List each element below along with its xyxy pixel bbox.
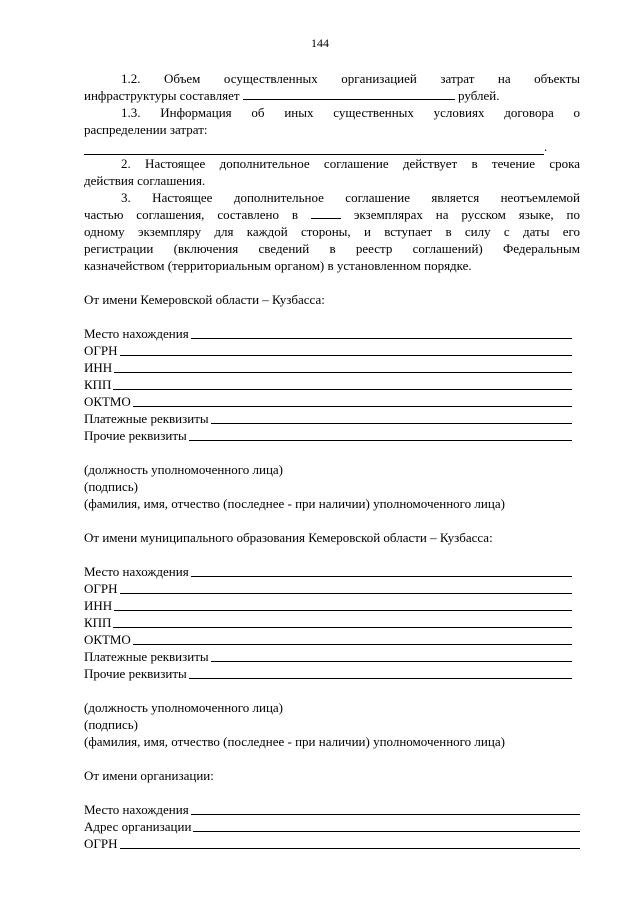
clause-1-2-line2 <box>84 87 580 104</box>
clause-3-line5: казначейством (территориальным органом) в установленном порядке. <box>84 258 472 273</box>
section-title-region: От имени Кемеровской области – Кузбасса: <box>84 292 325 307</box>
field-other-details[interactable]: Прочие реквизиты <box>84 665 572 682</box>
field-other-details[interactable]: Прочие реквизиты <box>84 427 572 444</box>
clause-1-3-line2: распределении затрат: <box>84 122 208 137</box>
field-organization-address[interactable]: Адрес организации <box>84 818 580 835</box>
field-kpp[interactable]: КПП <box>84 376 572 393</box>
field-kpp[interactable]: КПП <box>84 614 572 631</box>
page-number: 144 <box>311 36 329 50</box>
clause-1-2-prefix: инфраструктуры составляет <box>84 88 240 103</box>
municipality-signature-block <box>84 699 580 750</box>
field-ogrn[interactable]: ОГРН <box>84 580 572 597</box>
signature-fullname: (фамилия, имя, отчество (последнее - при наличии) уполномоченного лица) <box>84 496 505 511</box>
field-ogrn[interactable]: ОГРН <box>84 342 572 359</box>
clause-3-line1: 3. Настоящее дополнительное соглашение является неотъемлемой <box>121 190 580 205</box>
region-requisites <box>84 325 580 444</box>
municipality-requisites <box>84 563 580 682</box>
clause-2-line2: действия соглашения. <box>84 173 206 188</box>
document-body <box>84 70 580 852</box>
other-conditions-blank[interactable] <box>84 145 544 155</box>
field-oktmo[interactable]: ОКТМО <box>84 393 572 410</box>
signature-position: (должность уполномоченного лица) <box>84 462 284 477</box>
clause-1-3-blank-row <box>84 138 580 155</box>
clause-3-line3: одному экземпляру для каждой стороны, и вступает в силу с даты его <box>84 224 580 239</box>
organization-requisites <box>84 801 580 852</box>
clause-1-3-dot: . <box>544 139 548 154</box>
field-oktmo[interactable]: ОКТМО <box>84 631 572 648</box>
field-location[interactable]: Место нахождения <box>84 325 572 342</box>
clause-3-line2 <box>84 206 580 223</box>
field-location[interactable]: Место нахождения <box>84 563 572 580</box>
clause-3-line2b: экземплярах на русском языке, по <box>353 207 581 222</box>
clause-2-line1: 2. Настоящее дополнительное соглашение действует в течение срока <box>121 156 580 171</box>
region-signature-block <box>84 461 580 512</box>
field-location[interactable]: Место нахождения <box>84 801 580 818</box>
signature-sign: (подпись) <box>84 717 138 732</box>
field-inn[interactable]: ИНН <box>84 359 572 376</box>
field-payment-details[interactable]: Платежные реквизиты <box>84 648 572 665</box>
clause-3-line4: регистрации (включения сведений в реестр соглашений) Федеральным <box>84 241 580 256</box>
clause-3-line2a: частью соглашения, составлено в <box>84 207 299 222</box>
cost-amount-blank[interactable] <box>243 87 455 100</box>
signature-sign: (подпись) <box>84 479 138 494</box>
field-ogrn[interactable]: ОГРН <box>84 835 580 852</box>
clause-1-3-line1: 1.3. Информация об иных существенных условиях договора о <box>121 105 580 120</box>
field-payment-details[interactable]: Платежные реквизиты <box>84 410 572 427</box>
signature-position: (должность уполномоченного лица) <box>84 700 284 715</box>
clause-1-2-suffix: рублей. <box>458 88 500 103</box>
clause-1-2-line1: 1.2. Объем осуществленных организацией затрат на объекты <box>121 71 580 86</box>
signature-fullname: (фамилия, имя, отчество (последнее - при наличии) уполномоченного лица) <box>84 734 505 749</box>
section-title-organization: От имени организации: <box>84 768 214 783</box>
field-inn[interactable]: ИНН <box>84 597 572 614</box>
section-title-municipality: От имени муниципального образования Кемеровской области – Кузбасса: <box>84 530 493 545</box>
copies-count-blank[interactable] <box>311 206 341 219</box>
